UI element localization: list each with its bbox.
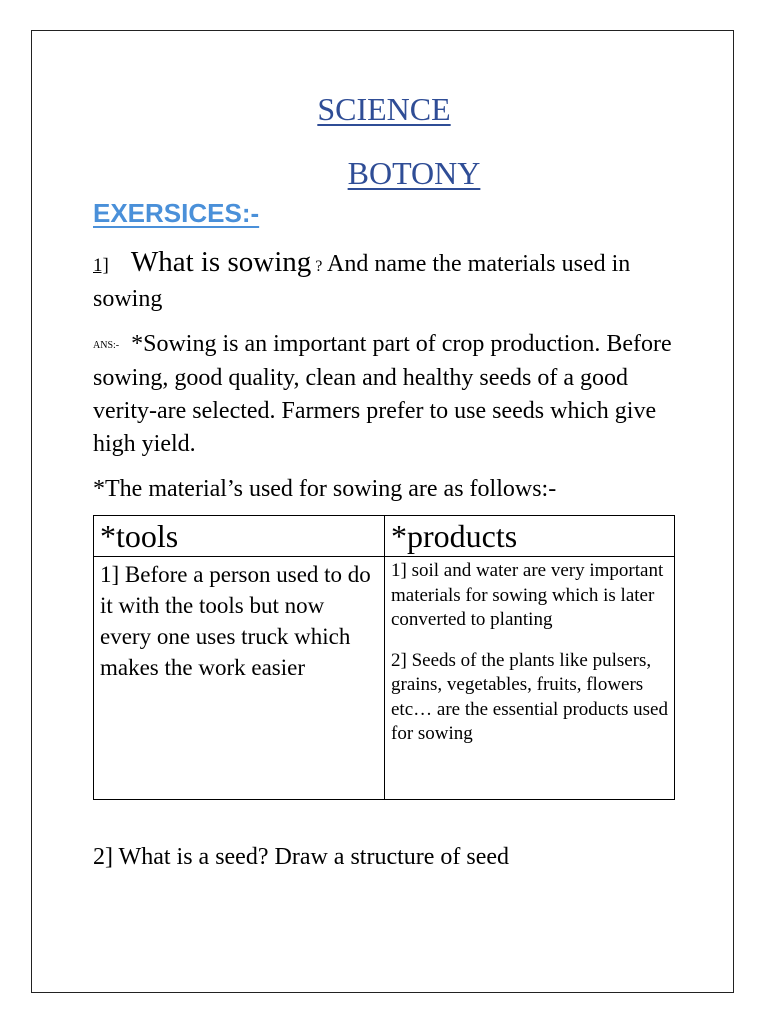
topic-title-text: BOTONY [347,155,481,191]
product-item-1: 1] soil and water are very important materials for sowing which is later converted to planting [391,560,664,630]
table-row [94,557,675,800]
question-1-rest: And name the materials used in sowing [93,251,631,312]
subject-title-text: SCIENCE [317,91,451,127]
tools-cell: 1] Before a person used to do it with the tools but now every one uses truck which makes the work easier [94,557,385,800]
subject-title [0,93,768,125]
question-2: 2] What is a seed? Draw a structure of seed [93,844,510,870]
topic-title [30,157,768,189]
answer-label: ANS:- [93,339,120,351]
question-1-number: 1] [93,255,109,276]
answer-1-text: *Sowing is an important part of crop production. Before sowing, good quality, clean and healthy seeds of a good verity-are selected. Farmers prefer to use seeds which give high yield. [93,331,672,457]
table-header-products: *products [385,516,675,557]
question-1-lead: What is sowing [130,246,312,278]
product-item-2: 2] Seeds of the plants like pulsers, grains, vegetables, fruits, flowers etc… are the essential products used for sowing [391,649,668,744]
materials-table [93,515,675,800]
question-1-mark: ? [311,258,323,275]
answer-1 [93,328,683,461]
products-cell [385,557,675,800]
section-heading: EXERSICES:- [93,198,260,228]
materials-intro: *The material’s used for sowing are as follows:- [93,476,557,502]
question-1 [93,246,683,316]
table-header-row [94,516,675,557]
table-header-tools: *tools [94,516,385,557]
